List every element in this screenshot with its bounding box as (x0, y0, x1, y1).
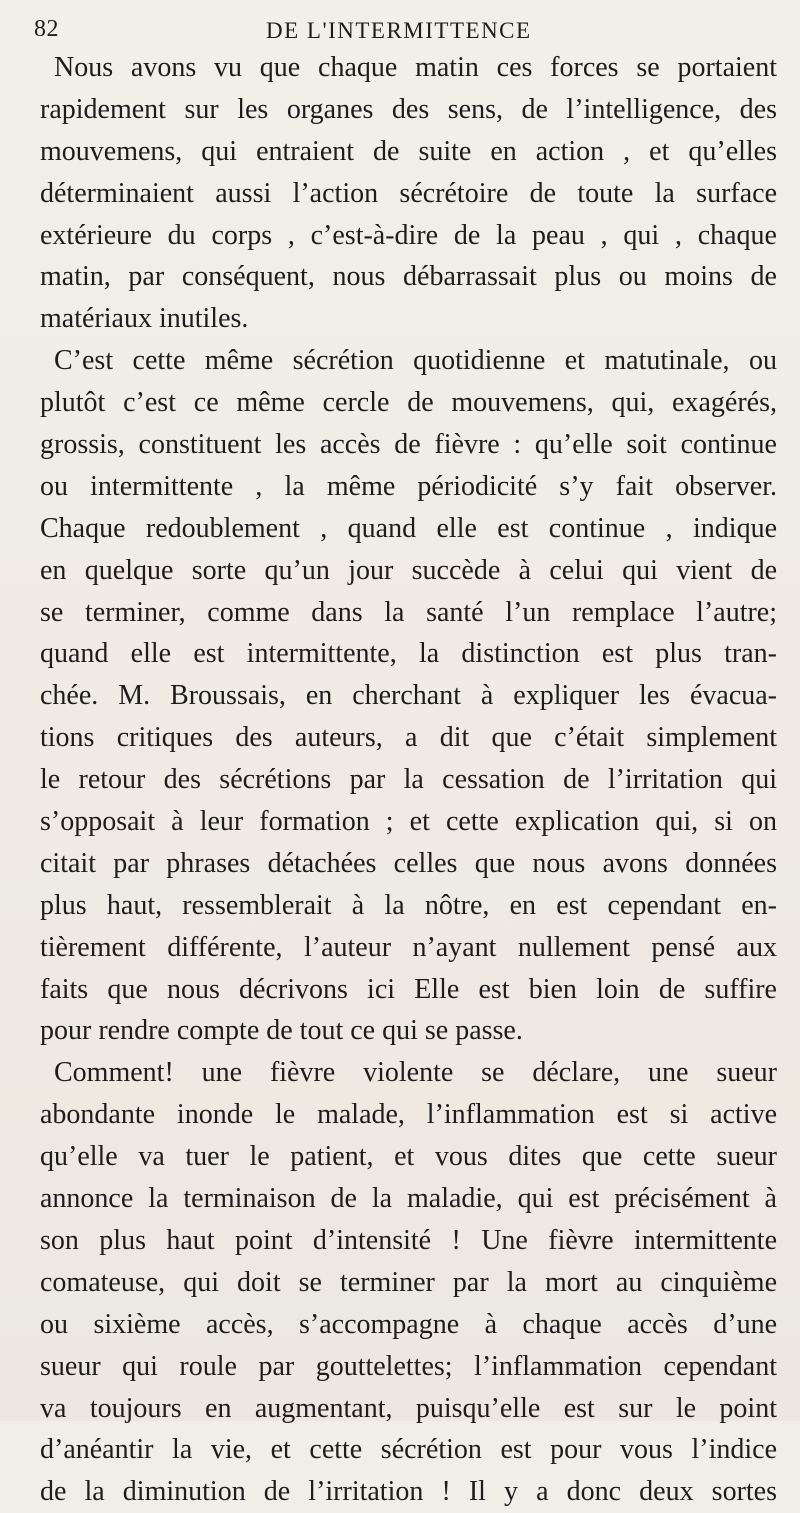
text-line: pour rendre compte de tout ce qui se passe. (40, 1015, 523, 1047)
text-line: chée. M. Broussais, en cherchant à expliquer les évacua- (40, 680, 777, 712)
page-number: 82 (34, 16, 59, 42)
text-line: abondante inonde le malade, l’inflammation est si active (40, 1099, 777, 1131)
text-line: de la diminution de l’irritation ! Il y a donc deux sortes (40, 1476, 777, 1508)
text-line: Nous avons vu que chaque matin ces forces se portaient (54, 52, 777, 83)
text-line: va toujours en augmentant, puisqu’elle est sur le point (40, 1392, 777, 1424)
text-line: C’est cette même sécrétion quotidienne et matutinale, ou (54, 345, 777, 377)
text-line: Comment! une fièvre violente se déclare, une sueur (54, 1057, 777, 1089)
text-line: rapidement sur les organes des sens, de l’intelligence, des (40, 93, 777, 125)
body-text (40, 47, 777, 1513)
text-line: qu’elle va tuer le patient, et vous dites que cette sueur (40, 1141, 777, 1173)
text-line: tions critiques des auteurs, a dit que c’était simplement (40, 722, 777, 754)
text-line: citait par phrases détachées celles que nous avons données (40, 847, 777, 879)
text-line: en quelque sorte qu’un jour succède à celui qui vient de (40, 554, 777, 586)
text-line: le retour des sécrétions par la cessation de l’irritation qui (40, 764, 777, 796)
text-line: son plus haut point d’intensité ! Une fièvre intermittente (40, 1224, 777, 1256)
text-line: grossis, constituent les accès de fièvre : qu’elle soit continue (40, 429, 777, 461)
text-line: plutôt c’est ce même cercle de mouvemens, qui, exagérés, (40, 387, 777, 419)
text-line: Chaque redoublement , quand elle est continue , indique (40, 512, 777, 544)
text-line: faits que nous décrivons ici Elle est bien loin de suffire (40, 973, 777, 1005)
text-line: sueur qui roule par gouttelettes; l’inflammation cependant (40, 1350, 777, 1382)
text-line: comateuse, qui doit se terminer par la mort au cinquième (40, 1266, 777, 1298)
text-line: ou intermittente , la même périodicité s’y fait observer. (40, 470, 777, 502)
text-line: annonce la terminaison de la maladie, qui est précisément à (40, 1183, 777, 1215)
text-line: matin, par conséquent, nous débarrassait plus ou moins de (40, 261, 777, 293)
text-line: matériaux inutiles. (40, 303, 249, 335)
text-line: mouvemens, qui entraient de suite en action , et qu’elles (40, 135, 777, 167)
text-line: d’anéantir la vie, et cette sécrétion est pour vous l’indice (40, 1434, 777, 1466)
text-line: s’opposait à leur formation ; et cette explication qui, si on (40, 806, 777, 838)
text-line: ou sixième accès, s’accompagne à chaque accès d’une (40, 1308, 777, 1340)
text-line: se terminer, comme dans la santé l’un remplace l’autre; (40, 596, 777, 628)
text-line: tièrement différente, l’auteur n’ayant nullement pensé aux (40, 931, 777, 963)
page-header (34, 16, 784, 50)
text-line: quand elle est intermittente, la distinction est plus tran- (40, 638, 777, 670)
text-line: déterminaient aussi l’action sécrétoire de toute la surface (40, 177, 777, 209)
text-line: plus haut, ressemblerait à la nôtre, en est cependant en- (40, 889, 777, 921)
running-head: DE L'INTERMITTENCE (266, 18, 532, 43)
text-line: extérieure du corps , c’est-à-dire de la peau , qui , chaque (40, 219, 777, 251)
